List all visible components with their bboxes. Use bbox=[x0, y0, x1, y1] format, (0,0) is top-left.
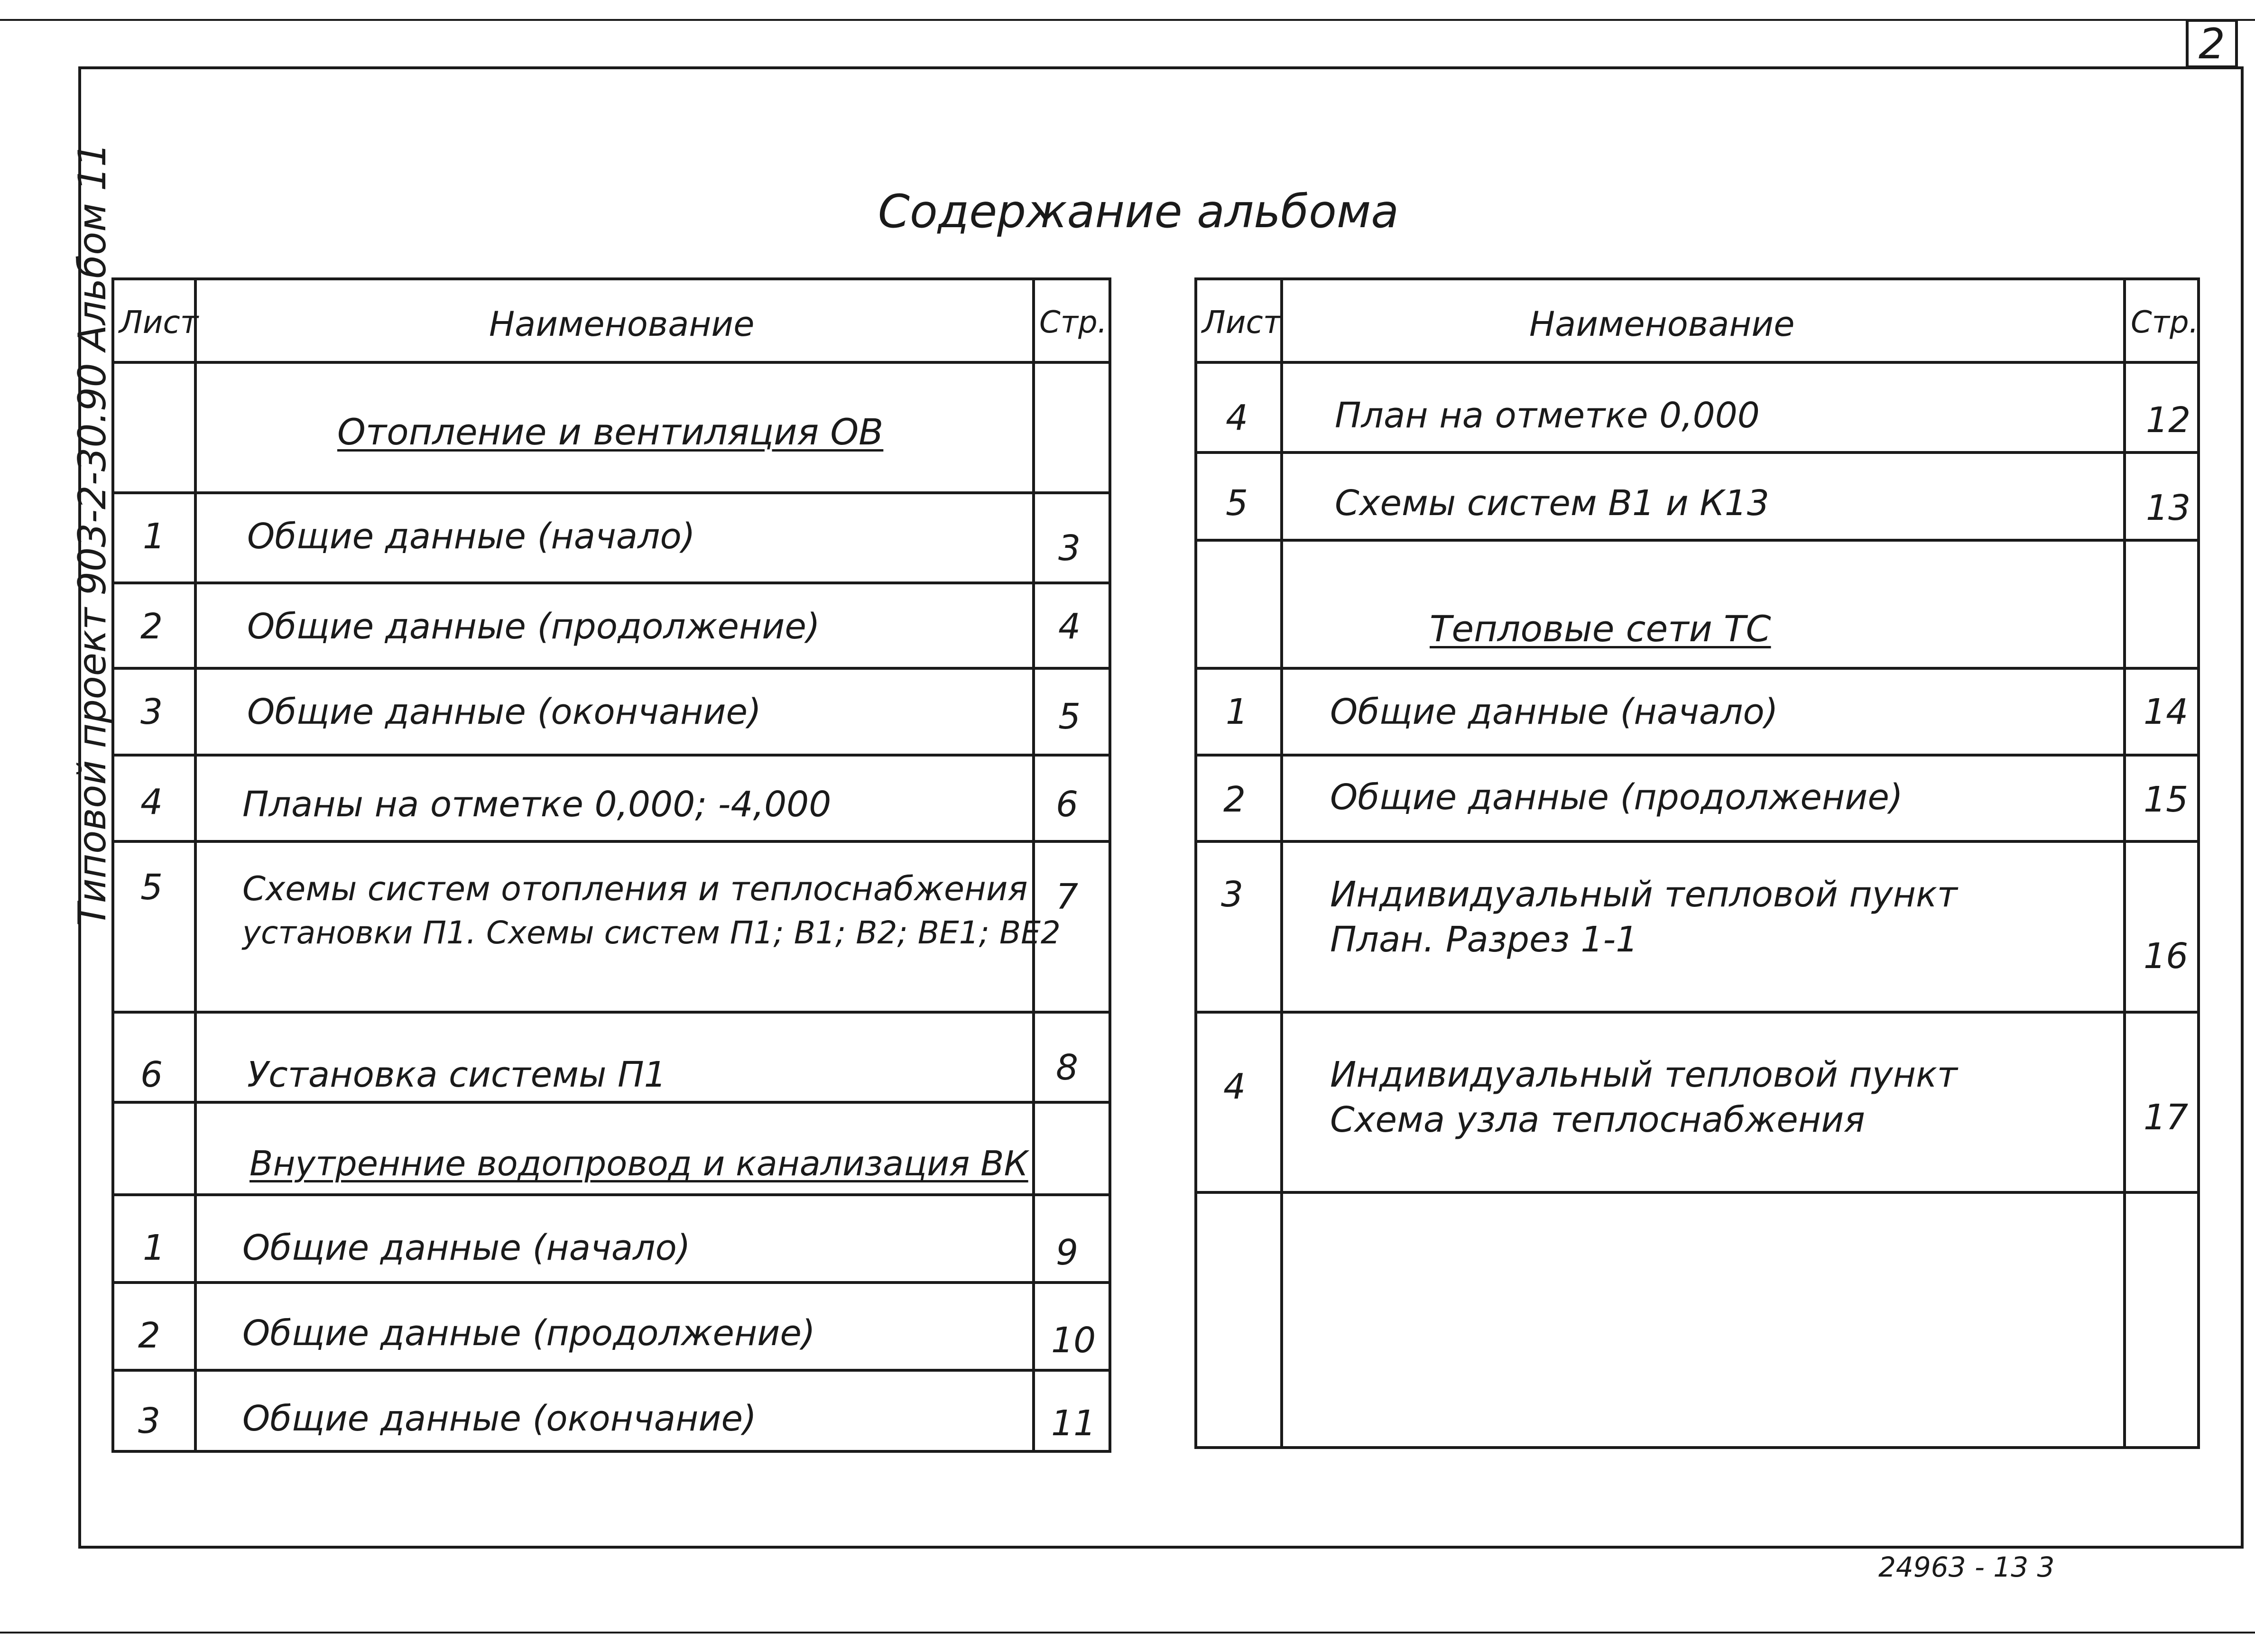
header-sheet: Лист bbox=[1202, 304, 1282, 341]
row-page: 4 bbox=[1058, 606, 1081, 647]
header-page: Стр. bbox=[1039, 305, 1107, 340]
row-name: Схемы систем отопления и теплоснабжения bbox=[242, 869, 1028, 908]
row-page: 10 bbox=[1051, 1320, 1096, 1361]
sheet-number: 2 bbox=[2186, 19, 2238, 68]
row-name: Общие данные (продолжение) bbox=[1330, 777, 1903, 818]
row-page: 5 bbox=[1058, 696, 1081, 737]
document-code: 24963 - 13 3 bbox=[1878, 1551, 2055, 1583]
row-page: 6 bbox=[1056, 784, 1079, 825]
row-name: Общие данные (начало) bbox=[1330, 692, 1778, 732]
row-page: 13 bbox=[2146, 488, 2191, 528]
row-name: Установка системы П1 bbox=[247, 1054, 666, 1095]
header-sheet: Лист bbox=[119, 304, 199, 341]
row-name: Общие данные (продолжение) bbox=[247, 606, 820, 647]
row-page: 15 bbox=[2144, 779, 2189, 820]
row-name: План на отметке 0,000 bbox=[1335, 395, 1760, 436]
row-name-line2: План. Разрез 1-1 bbox=[1330, 919, 1638, 960]
row-name: Общие данные (продолжение) bbox=[242, 1313, 815, 1354]
section-title: Внутренние водопровод и канализация ВК bbox=[250, 1144, 1028, 1183]
row-page: 9 bbox=[1056, 1232, 1079, 1273]
row-sheet: 4 bbox=[1226, 397, 1248, 438]
row-name: Общие данные (начало) bbox=[242, 1227, 691, 1268]
header-name: Наименование bbox=[489, 304, 755, 344]
row-name-line2: Схема узла теплоснабжения bbox=[1330, 1099, 1865, 1140]
row-name: Планы на отметке 0,000; -4,000 bbox=[242, 784, 832, 825]
row-page: 16 bbox=[2144, 936, 2189, 977]
row-page: 8 bbox=[1056, 1047, 1079, 1088]
page-title: Содержание альбома bbox=[878, 185, 1399, 238]
row-sheet: 2 bbox=[1223, 779, 1246, 820]
row-sheet: 4 bbox=[140, 782, 163, 822]
row-name: Индивидуальный тепловой пункт bbox=[1330, 1054, 1958, 1095]
left-contents-table bbox=[111, 277, 1111, 1453]
row-name: Общие данные (начало) bbox=[247, 516, 695, 557]
row-sheet: 3 bbox=[1221, 874, 1244, 915]
row-sheet: 2 bbox=[138, 1315, 161, 1356]
row-sheet: 5 bbox=[1226, 483, 1248, 524]
row-sheet: 1 bbox=[143, 516, 166, 557]
row-page: 12 bbox=[2146, 400, 2191, 441]
row-name: Схемы систем В1 и К13 bbox=[1335, 483, 1769, 524]
row-sheet: 3 bbox=[140, 692, 163, 732]
section-title: Отопление и вентиляция ОВ bbox=[337, 411, 884, 453]
header-page: Стр. bbox=[2131, 305, 2199, 340]
row-page: 7 bbox=[1056, 877, 1079, 917]
row-sheet: 1 bbox=[1226, 692, 1248, 732]
row-name: Общие данные (окончание) bbox=[242, 1398, 757, 1439]
row-sheet: 4 bbox=[1223, 1066, 1246, 1107]
bottom-border-line bbox=[0, 1632, 2255, 1634]
side-label: Типовой проект 903-2-30.90 Альбом 11 bbox=[70, 143, 114, 926]
row-page: 14 bbox=[2144, 692, 2189, 732]
row-sheet: 5 bbox=[140, 867, 163, 908]
row-sheet: 2 bbox=[140, 606, 163, 647]
header-name: Наименование bbox=[1529, 304, 1795, 344]
row-sheet: 1 bbox=[143, 1227, 166, 1268]
row-sheet: 6 bbox=[140, 1054, 163, 1095]
row-name: Индивидуальный тепловой пункт bbox=[1330, 874, 1958, 915]
row-name: Общие данные (окончание) bbox=[247, 692, 761, 732]
right-contents-table bbox=[1194, 277, 2200, 1449]
row-page: 3 bbox=[1058, 528, 1081, 569]
row-sheet: 3 bbox=[138, 1401, 161, 1441]
row-page: 17 bbox=[2144, 1097, 2189, 1138]
row-name-line2: установки П1. Схемы систем П1; В1; В2; ВЕ1; ВЕ2 bbox=[242, 914, 1061, 951]
row-page: 11 bbox=[1051, 1403, 1096, 1444]
section-title: Тепловые сети ТС bbox=[1430, 608, 1771, 650]
top-border-line bbox=[0, 19, 2255, 21]
